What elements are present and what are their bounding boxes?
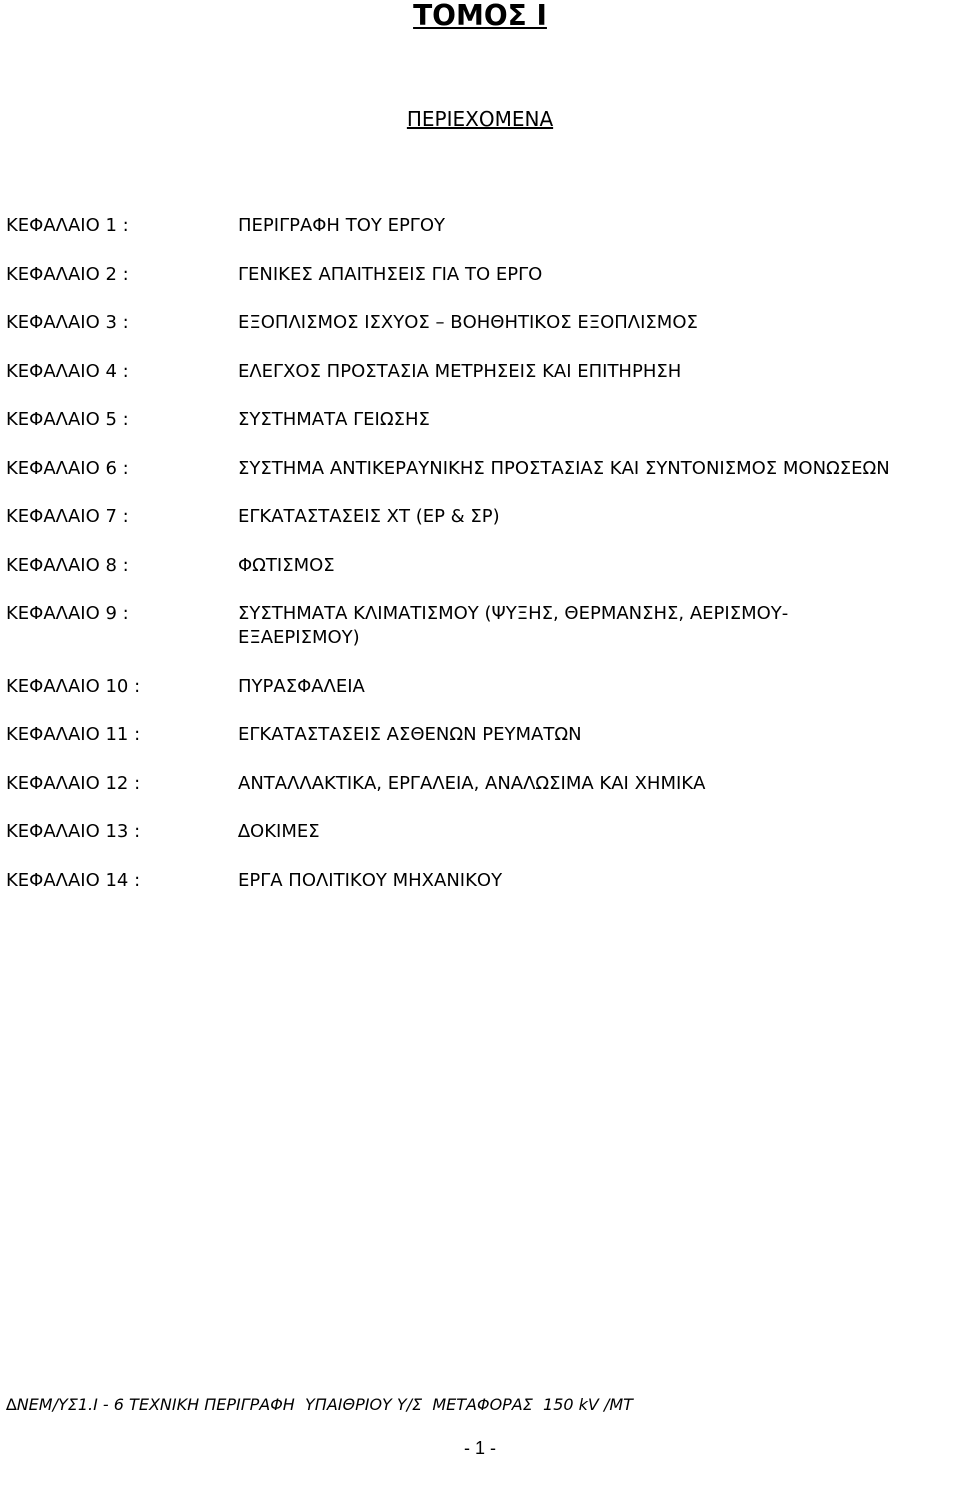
toc-chapter-label: ΚΕΦΑΛΑΙΟ 2 : xyxy=(6,263,129,285)
toc-chapter-label: ΚΕΦΑΛΑΙΟ 13 : xyxy=(6,821,141,842)
toc-chapter-label: ΚΕΦΑΛΑΙΟ 12 : xyxy=(6,772,141,794)
toc-entry-10 xyxy=(6,675,956,699)
toc-chapter-label: ΚΕΦΑΛΑΙΟ 5 : xyxy=(6,409,129,430)
toc-chapter-title: ΓΕΝΙΚΕΣ ΑΠΑΙΤΗΣΕΙΣ ΓΙΑ ΤΟ ΕΡΓΟ xyxy=(238,263,543,285)
toc-chapter-label: ΚΕΦΑΛΑΙΟ 4 : xyxy=(6,360,129,382)
toc-entry-8 xyxy=(6,554,956,578)
toc-chapter-label: ΚΕΦΑΛΑΙΟ 14 : xyxy=(6,869,141,891)
toc-chapter-title: ΕΡΓΑ ΠΟΛΙΤΙΚΟΥ ΜΗΧΑΝΙΚΟΥ xyxy=(238,869,503,891)
toc-chapter-title: ΠΥΡΑΣΦΑΛΕΙΑ xyxy=(238,675,365,697)
toc-chapter-title: ΕΓΚΑΤΑΣΤΑΣΕΙΣ ΧΤ (ΕΡ & ΣΡ) xyxy=(238,506,500,527)
footer-document-reference: ∆ΝΕΜ/ΥΣ1.Ι - 6 ΤΕΧΝΙΚΗ ΠΕΡΙΓΡΑΦΗ ΥΠΑΙΘΡΙΟΥ Υ/Σ ΜΕΤΑΦΟΡΑΣ 150 kV /MT xyxy=(6,1395,633,1414)
toc-entry-3 xyxy=(6,311,956,335)
toc-chapter-title: ΣΥΣΤΗΜΑΤΑ ΓΕΙΩΣΗΣ xyxy=(238,409,430,430)
toc-chapter-title: ΑΝΤΑΛΛΑΚΤΙΚΑ, ΕΡΓΑΛΕΙΑ, ΑΝΑΛΩΣΙΜΑ ΚΑΙ ΧΗΜΙΚΑ xyxy=(238,772,706,794)
toc-entry-2 xyxy=(6,263,956,287)
toc-chapter-title: ΣΥΣΤΗΜΑΤΑ ΚΛΙΜΑΤΙΣΜΟΥ (ΨΥΞΗΣ, ΘΕΡΜΑΝΣΗΣ, ΑΕΡΙΣΜΟΥ-ΕΞΑΕΡΙΣΜΟΥ) xyxy=(238,603,789,648)
toc-chapter-label: ΚΕΦΑΛΑΙΟ 7 : xyxy=(6,506,129,527)
toc-entry-5 xyxy=(6,408,956,432)
toc-chapter-label: ΚΕΦΑΛΑΙΟ 3 : xyxy=(6,312,129,333)
toc-chapter-title: ΣΥΣΤΗΜΑ ΑΝΤΙΚΕΡΑΥΝΙΚΗΣ ΠΡΟΣΤΑΣΙΑΣ ΚΑΙ ΣΥΝΤΟΝΙΣΜΟΣ ΜΟΝΩΣΕΩΝ xyxy=(238,457,890,479)
contents-heading: ΠΕΡΙΕΧΟΜΕΝΑ xyxy=(406,107,554,131)
toc-entry-6 xyxy=(6,457,956,481)
document-title: ΤΟΜΟΣ Ι xyxy=(413,0,547,32)
toc-entry-4 xyxy=(6,360,956,384)
toc-chapter-label: ΚΕΦΑΛΑΙΟ 8 : xyxy=(6,554,129,576)
table-of-contents xyxy=(6,214,956,917)
toc-entry-1 xyxy=(6,214,956,238)
toc-entry-14 xyxy=(6,869,956,893)
toc-chapter-title: ΦΩΤΙΣΜΟΣ xyxy=(238,554,335,576)
toc-entry-9 xyxy=(6,602,956,650)
toc-chapter-title: ΕΞΟΠΛΙΣΜΟΣ ΙΣΧΥΟΣ – ΒΟΗΘΗΤΙΚΟΣ ΕΞΟΠΛΙΣΜΟΣ xyxy=(238,312,698,333)
toc-chapter-label: ΚΕΦΑΛΑΙΟ 11 : xyxy=(6,724,141,745)
toc-entry-12 xyxy=(6,772,956,796)
toc-chapter-title: ∆ΟΚΙΜΕΣ xyxy=(238,821,320,842)
toc-entry-11 xyxy=(6,723,956,747)
toc-chapter-title: ΠΕΡΙΓΡΑΦΗ ΤΟΥ ΕΡΓΟΥ xyxy=(238,215,445,236)
toc-chapter-label: ΚΕΦΑΛΑΙΟ 6 : xyxy=(6,457,129,479)
toc-chapter-title: ΕΛΕΓΧΟΣ ΠΡΟΣΤΑΣΙΑ ΜΕΤΡΗΣΕΙΣ ΚΑΙ ΕΠΙΤΗΡΗΣΗ xyxy=(238,360,682,382)
toc-chapter-label: ΚΕΦΑΛΑΙΟ 9 : xyxy=(6,603,129,624)
page-number: - 1 - xyxy=(463,1438,496,1458)
toc-entry-13 xyxy=(6,820,956,844)
toc-chapter-label: ΚΕΦΑΛΑΙΟ 10 : xyxy=(6,675,141,697)
toc-entry-7 xyxy=(6,505,956,529)
toc-chapter-title: ΕΓΚΑΤΑΣΤΑΣΕΙΣ ΑΣΘΕΝΩΝ ΡΕΥΜΑΤΩΝ xyxy=(238,724,582,745)
toc-chapter-label: ΚΕΦΑΛΑΙΟ 1 : xyxy=(6,215,129,236)
